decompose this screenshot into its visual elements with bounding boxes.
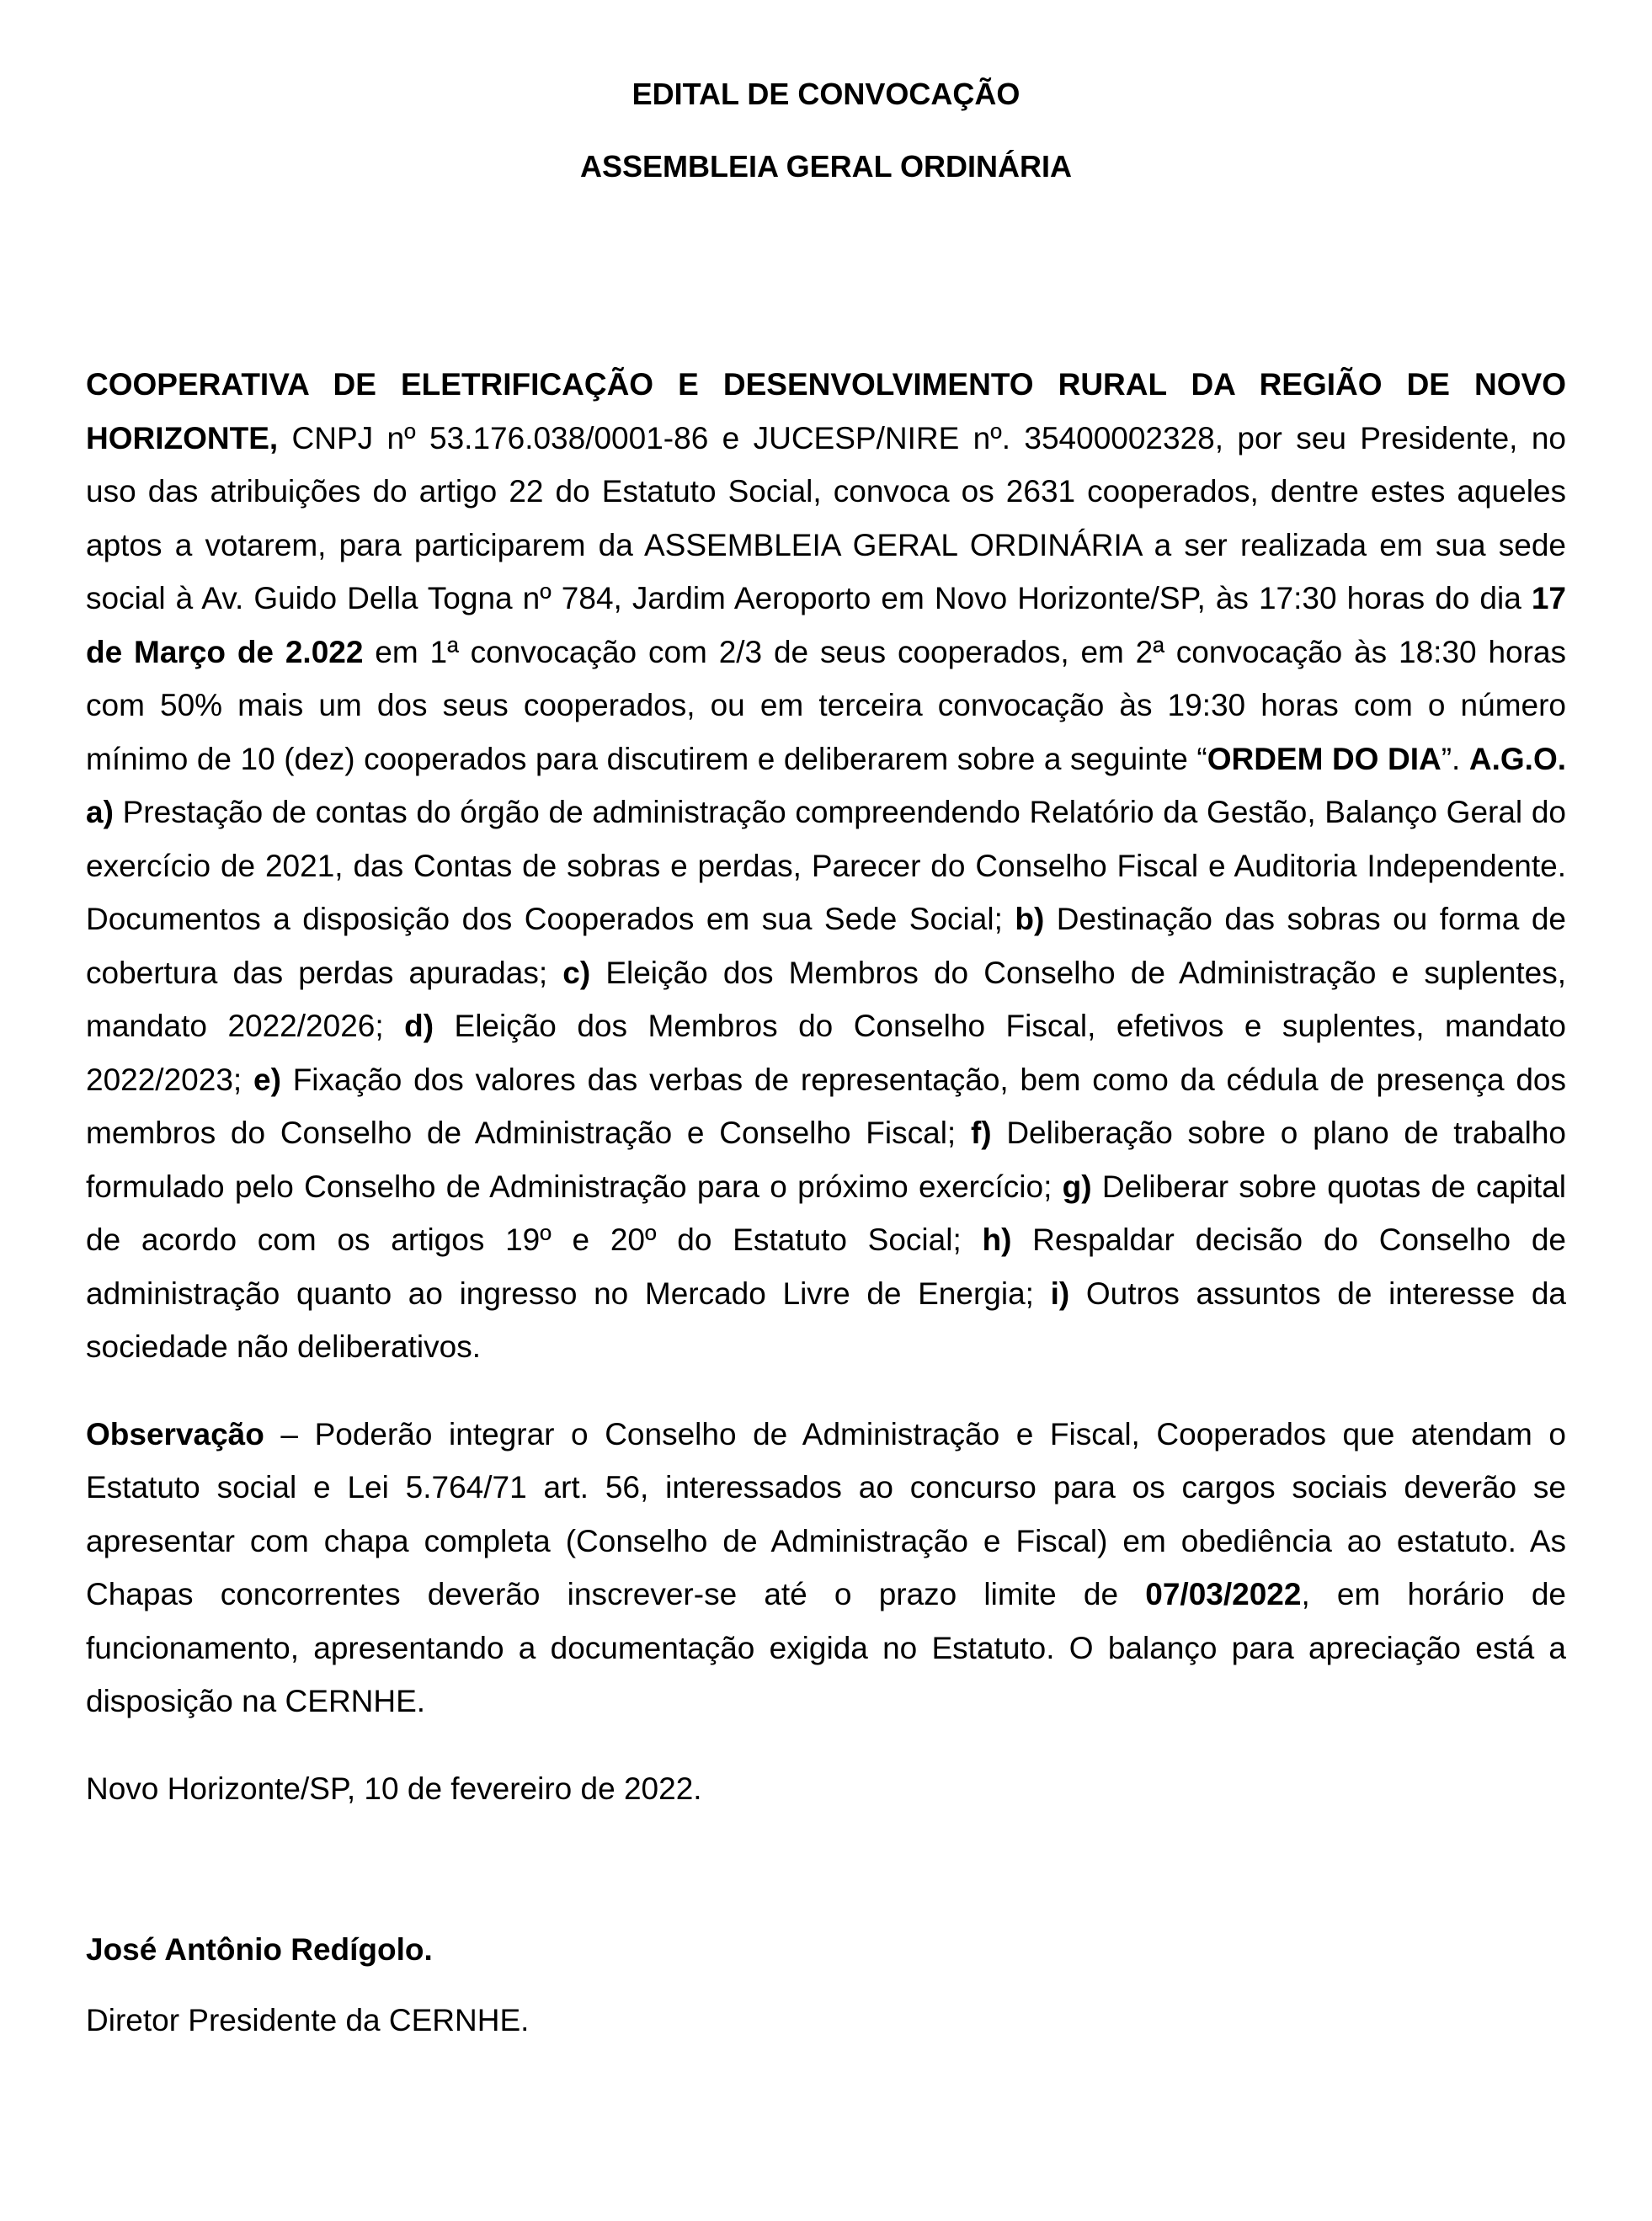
item-c-label: c)	[562, 955, 591, 990]
item-i-text: Outros assuntos de interesse da sociedade não deliberativos.	[86, 1276, 1567, 1364]
item-e-text: Fixação dos valores das verbas de representação, bem como da cédula de presença dos membros do Conselho de Administração e Conselho Fiscal;	[86, 1062, 1567, 1150]
item-h-text: Respaldar decisão do Conselho de administração quanto ao ingresso no Mercado Livre de Energia;	[86, 1222, 1567, 1311]
observation-text-2: , em horário de funcionamento, apresentando a documentação exigida no Estatuto. O balanço para apreciação está a disposição na CERNHE.	[86, 1577, 1566, 1718]
cooperative-name: COOPERATIVA DE ELETRIFICAÇÃO E DESENVOLVIMENTO RURAL DA REGIÃO DE NOVO HORIZONTE,	[86, 367, 1566, 455]
convocation-paragraph	[86, 358, 1566, 1374]
item-b-label: b)	[1015, 902, 1045, 936]
registration-deadline: 07/03/2022	[1145, 1577, 1302, 1611]
place-and-date: Novo Horizonte/SP, 10 de fevereiro de 2022.	[86, 1771, 702, 1806]
item-h-label: h)	[982, 1222, 1012, 1257]
convocation-text-1: CNPJ nº 53.176.038/0001-86 e JUCESP/NIRE nº. 35400002328, por seu Presidente, no uso das atribuições do artigo 22 do Estatuto Social, convoca os 2631 cooperados, dentre estes aqueles aptos a votarem, para participarem da ASSEMBLEIA GERAL ORDINÁRIA a ser realizada em sua sede social à Av. Guido Della Togna nº 784, Jardim Aeroporto em Novo Horizonte/SP, às 17:30 horas do dia	[86, 420, 1566, 615]
document-title: EDITAL DE CONVOCAÇÃO	[631, 77, 1021, 111]
document-subtitle: ASSEMBLEIA GERAL ORDINÁRIA	[579, 149, 1073, 184]
item-d-label: d)	[404, 1009, 434, 1043]
observation-label: Observação	[86, 1416, 264, 1451]
item-b-text: Destinação das sobras ou forma de cobertura das perdas apuradas;	[86, 902, 1566, 990]
item-a-label: a)	[86, 795, 114, 829]
item-i-label: i)	[1050, 1276, 1070, 1311]
item-d-text: Eleição dos Membros do Conselho Fiscal, efetivos e suplentes, mandato 2022/2023;	[86, 1009, 1567, 1097]
observation-paragraph	[86, 1408, 1566, 1728]
convocation-text-2: em 1ª convocação com 2/3 de seus cooperados, em 2ª convocação às 18:30 horas com 50% mais um dos seus cooperados, ou em terceira convocação às 19:30 horas com o número mínimo de 10 (dez) cooperados para discutirem e deliberarem sobre a seguinte “	[86, 634, 1567, 776]
convocation-text-3: ”.	[1441, 741, 1469, 776]
signatory-name: José Antônio Redígolo.	[86, 1932, 433, 1967]
ago-label: A.G.O.	[1468, 741, 1567, 776]
item-e-label: e)	[253, 1062, 281, 1097]
meeting-date: 17 de Março de 2.022	[86, 581, 1566, 669]
item-g-label: g)	[1062, 1169, 1092, 1204]
ordem-do-dia-label: ORDEM DO DIA	[1207, 741, 1442, 776]
item-c-text: Eleição dos Membros do Conselho de Administração e suplentes, mandato 2022/2026;	[86, 955, 1566, 1043]
signatory-role: Diretor Presidente da CERNHE.	[86, 2002, 530, 2037]
item-f-text: Deliberação sobre o plano de trabalho formulado pelo Conselho de Administração para o próximo exercício;	[86, 1116, 1566, 1204]
item-g-text: Deliberar sobre quotas de capital de acordo com os artigos 19º e 20º do Estatuto Social;	[86, 1169, 1567, 1257]
item-f-label: f)	[970, 1116, 992, 1150]
observation-text-1: – Poderão integrar o Conselho de Administração e Fiscal, Cooperados que atendam o Estatuto social e Lei 5.764/71 art. 56, interessados ao concurso para os cargos sociais deverão se apresentar com chapa completa (Conselho de Administração e Fiscal) em obediência ao estatuto. As Chapas concorrentes deverão inscrever-se até o prazo limite de	[86, 1416, 1566, 1611]
item-a-text: Prestação de contas do órgão de administração compreendendo Relatório da Gestão, Balanço Geral do exercício de 2021, das Contas de sobras e perdas, Parecer do Conselho Fiscal e Auditoria Independente. Documentos a disposição dos Cooperados em sua Sede Social;	[86, 795, 1566, 936]
